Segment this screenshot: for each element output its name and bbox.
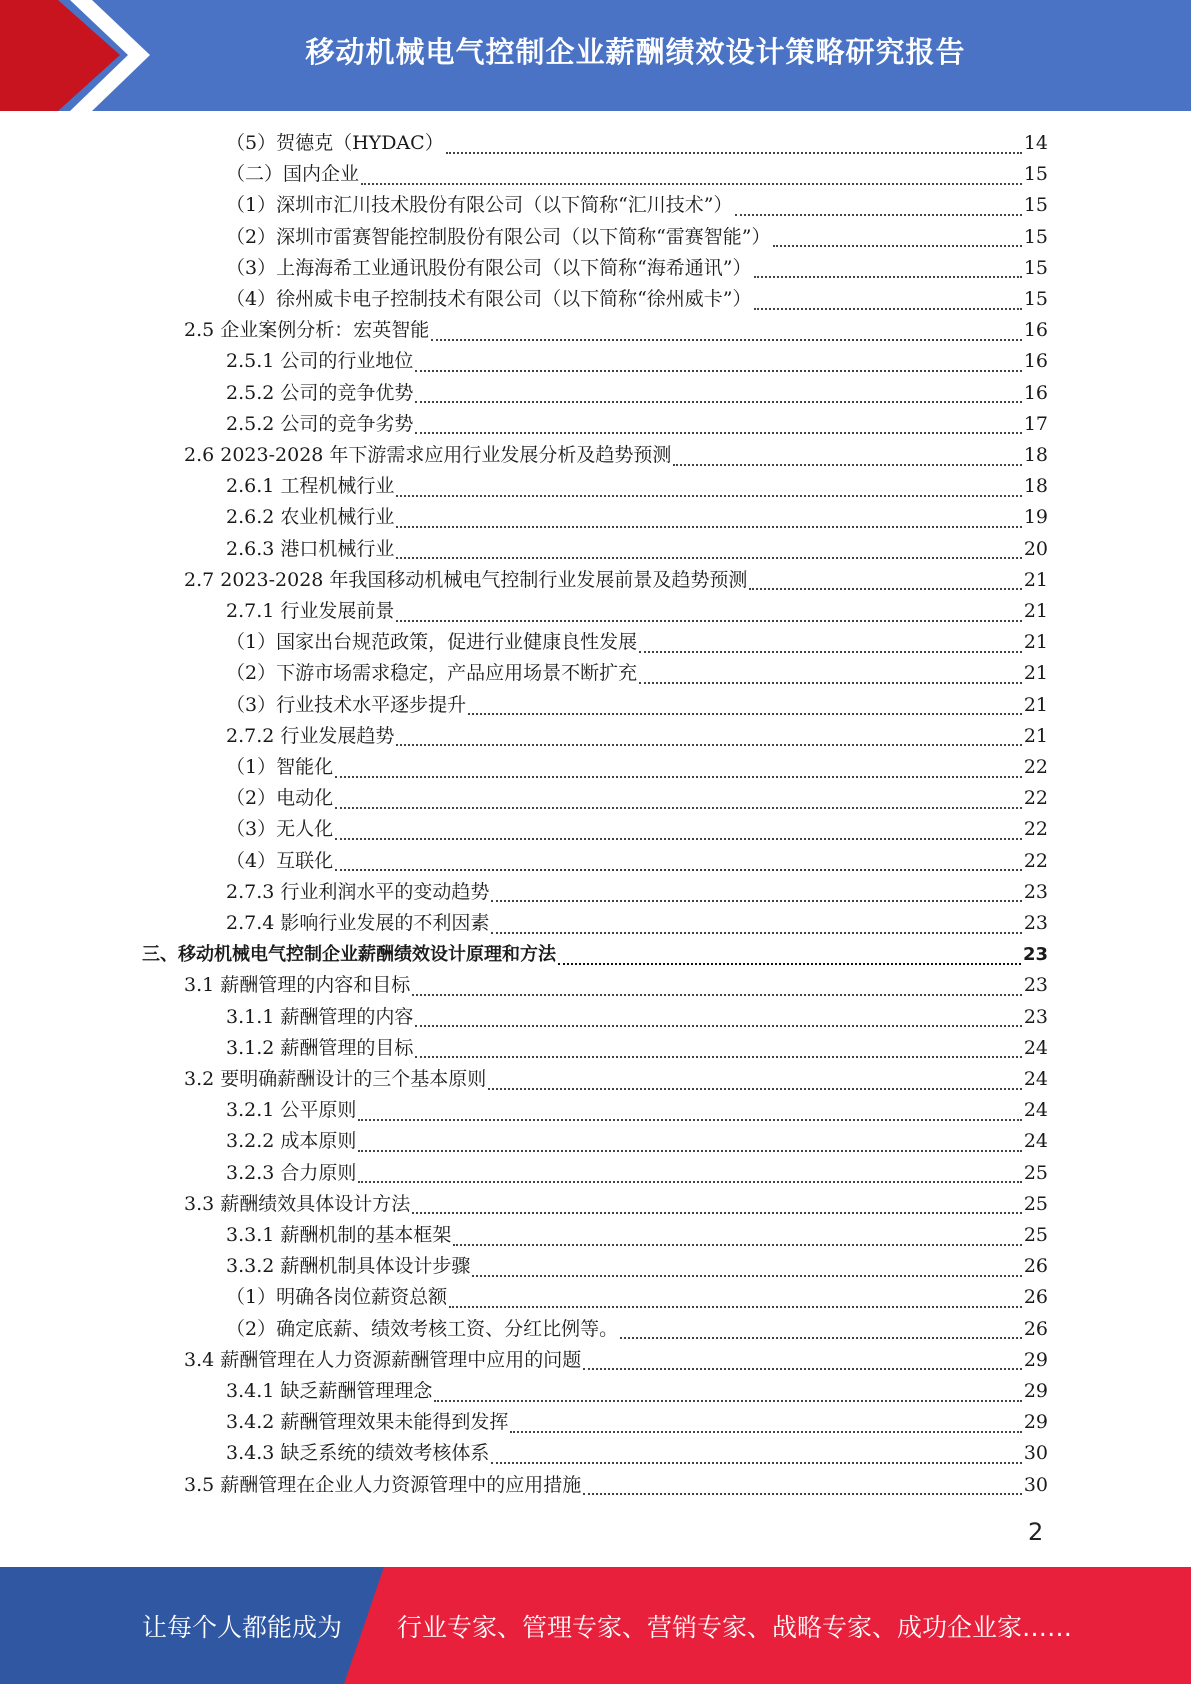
toc-leader-dots (620, 1337, 1022, 1339)
toc-entry[interactable] (226, 253, 1048, 284)
toc-entry[interactable] (226, 690, 1048, 721)
toc-entry-label: 3.4 薪酬管理在人力资源薪酬管理中应用的问题 (184, 1348, 582, 1371)
toc-leader-dots (396, 620, 1021, 622)
toc-entry-page: 24 (1023, 1099, 1048, 1122)
toc-entry-page: 15 (1023, 225, 1048, 248)
toc-entry-page: 17 (1023, 412, 1048, 435)
toc-leader-dots (468, 713, 1022, 715)
toc-entry-label: 3.4.1 缺乏薪酬管理理念 (226, 1380, 433, 1402)
toc-entry-label: （2）下游市场需求稳定，产品应用场景不断扩充 (226, 662, 638, 685)
toc-entry-page: 21 (1023, 600, 1048, 622)
toc-leader-dots (415, 1056, 1021, 1058)
toc-entry-page: 25 (1023, 1161, 1048, 1184)
toc-entry[interactable] (184, 970, 1048, 1001)
toc-entry-page: 15 (1023, 163, 1048, 186)
toc-leader-dots (431, 339, 1022, 341)
toc-leader-dots (749, 588, 1021, 590)
toc-entry-page: 16 (1023, 381, 1048, 404)
toc-entry[interactable] (226, 378, 1048, 409)
toc-leader-dots (446, 152, 1022, 154)
toc-entry[interactable] (184, 315, 1048, 346)
toc-entry[interactable] (226, 222, 1048, 253)
toc-entry-label: 3.1.1 薪酬管理的内容 (226, 1005, 414, 1028)
toc-entry[interactable] (226, 409, 1048, 440)
toc-entry[interactable] (226, 128, 1048, 159)
toc-entry[interactable] (184, 565, 1048, 596)
toc-entry[interactable] (226, 783, 1048, 814)
toc-leader-dots (754, 276, 1022, 278)
toc-entry-page: 23 (1023, 880, 1048, 903)
toc-entry[interactable] (184, 1064, 1048, 1095)
toc-entry-label: 3.3.1 薪酬机制的基本框架 (226, 1224, 452, 1246)
toc-entry-page: 29 (1023, 1348, 1048, 1371)
toc-entry-label: （1）智能化 (226, 756, 334, 778)
toc-entry-page: 29 (1023, 1380, 1048, 1402)
toc-entry-label: 3.4.3 缺乏系统的绩效考核体系 (226, 1442, 490, 1465)
toc-entry-label: 2.7 2023-2028 年我国移动机械电气控制行业发展前景及趋势预测 (184, 568, 748, 591)
toc-entry-label: 2.7.4 影响行业发展的不利因素 (226, 912, 490, 934)
toc-leader-dots (415, 432, 1021, 434)
toc-entry[interactable] (226, 1033, 1048, 1064)
toc-entry-label: （1）深圳市汇川技术股份有限公司（以下简称“汇川技术”） (226, 194, 733, 217)
toc-entry[interactable] (226, 284, 1048, 315)
toc-entry-label: （2）深圳市雷赛智能控制股份有限公司（以下简称“雷赛智能”） (226, 225, 771, 248)
toc-entry-label: 2.7.2 行业发展趋势 (226, 724, 395, 747)
toc-entry-page: 15 (1023, 194, 1048, 217)
toc-entry-page: 21 (1023, 568, 1048, 591)
toc-entry-label: 2.7.1 行业发展前景 (226, 600, 395, 622)
toc-entry-page: 18 (1023, 475, 1048, 498)
toc-entry-label: （3）行业技术水平逐步提升 (226, 693, 467, 716)
toc-leader-dots (335, 838, 1022, 840)
toc-entry[interactable] (226, 1376, 1048, 1407)
toc-entry-page: 18 (1023, 444, 1048, 466)
toc-entry[interactable] (226, 346, 1048, 377)
toc-leader-dots (335, 776, 1022, 778)
toc-entry[interactable] (226, 658, 1048, 689)
toc-leader-dots (396, 744, 1021, 746)
toc-entry[interactable] (226, 877, 1048, 908)
toc-entry-page: 22 (1023, 849, 1048, 872)
toc-entry-label: 3.1.2 薪酬管理的目标 (226, 1036, 414, 1059)
toc-entry-label: 3.2 要明确薪酬设计的三个基本原则 (184, 1068, 487, 1090)
toc-leader-dots (396, 495, 1021, 497)
toc-entry-page: 24 (1023, 1130, 1048, 1153)
toc-entry-label: 2.6.1 工程机械行业 (226, 475, 395, 498)
toc-leader-dots (358, 1150, 1021, 1152)
toc-leader-dots (415, 401, 1021, 403)
toc-leader-dots (639, 651, 1022, 653)
toc-leader-dots (412, 994, 1022, 996)
toc-entry[interactable] (226, 1407, 1048, 1438)
toc-entry-page: 21 (1023, 693, 1048, 716)
toc-entry-page: 26 (1023, 1255, 1048, 1278)
toc-entry-page: 25 (1023, 1192, 1048, 1215)
toc-entry[interactable] (142, 939, 1048, 970)
toc-leader-dots (396, 557, 1021, 559)
toc-entry-label: 3.3 薪酬绩效具体设计方法 (184, 1192, 411, 1215)
toc-leader-dots (449, 1306, 1022, 1308)
toc-entry-page: 23 (1023, 974, 1048, 997)
toc-entry-label: （2）电动化 (226, 787, 334, 810)
toc-entry-label: 2.5.2 公司的竞争劣势 (226, 412, 414, 435)
toc-leader-dots (510, 1431, 1021, 1433)
toc-leader-dots (453, 1244, 1021, 1246)
toc-entry-label: 3.4.2 薪酬管理效果未能得到发挥 (226, 1411, 509, 1434)
page-header (0, 0, 1191, 111)
toc-entry-label: （二）国内企业 (226, 163, 360, 186)
toc-leader-dots (434, 1400, 1021, 1402)
toc-entry-label: 2.7.3 行业利润水平的变动趋势 (226, 880, 490, 903)
toc-entry[interactable] (226, 908, 1048, 939)
toc-entry[interactable] (226, 1438, 1048, 1469)
toc-leader-dots (396, 526, 1021, 528)
toc-entry-label: （2）确定底薪、绩效考核工资、分红比例等。 (226, 1317, 619, 1340)
toc-entry-page: 24 (1023, 1068, 1048, 1090)
toc-entry[interactable] (226, 1002, 1048, 1033)
toc-entry-page: 14 (1023, 132, 1048, 154)
toc-entry-page: 26 (1023, 1286, 1048, 1309)
toc-leader-dots (412, 1212, 1022, 1214)
toc-entry-page: 29 (1023, 1411, 1048, 1434)
toc-entry[interactable] (226, 159, 1048, 190)
toc-entry-label: 2.6.2 农业机械行业 (226, 506, 395, 529)
toc-leader-dots (361, 183, 1022, 185)
page-footer (0, 1567, 1191, 1684)
toc-entry-label: 3.2.2 成本原则 (226, 1130, 357, 1153)
toc-entry-label: 2.6.3 港口机械行业 (226, 537, 395, 560)
toc-entry-label: 2.5.1 公司的行业地位 (226, 350, 414, 373)
toc-leader-dots (358, 1181, 1021, 1183)
toc-entry[interactable] (226, 1220, 1048, 1251)
toc-leader-dots (583, 1368, 1022, 1370)
footer-slogan-left: 让每个人都能成为 (142, 1612, 343, 1642)
toc-entry-label: （1）国家出台规范政策，促进行业健康良性发展 (226, 631, 638, 654)
toc-entry-label: 2.6 2023-2028 年下游需求应用行业发展分析及趋势预测 (184, 444, 672, 466)
toc-leader-dots (773, 245, 1022, 247)
toc-entry-page: 16 (1023, 319, 1048, 342)
toc-entry[interactable] (226, 846, 1048, 877)
toc-leader-dots (415, 1025, 1021, 1027)
toc-leader-dots (754, 308, 1022, 310)
toc-entry-page: 23 (1023, 912, 1048, 934)
toc-entry-label: （1）明确各岗位薪资总额 (226, 1286, 448, 1309)
toc-leader-dots (491, 1462, 1021, 1464)
toc-entry-page: 20 (1023, 537, 1048, 560)
toc-entry-label: 三、移动机械电气控制企业薪酬绩效设计原理和方法 (142, 944, 556, 966)
toc-entry-label: 2.5.2 公司的竞争优势 (226, 381, 414, 404)
toc-leader-dots (673, 464, 1021, 466)
toc-leader-dots (491, 932, 1021, 934)
toc-entry-label: （4）徐州威卡电子控制技术有限公司（以下简称“徐州威卡”） (226, 288, 752, 310)
toc-leader-dots (558, 963, 1021, 965)
toc-leader-dots (335, 869, 1022, 871)
toc-entry-label: （3）上海海希工业通讯股份有限公司（以下简称“海希通讯”） (226, 256, 752, 279)
toc-entry[interactable] (226, 627, 1048, 658)
footer-slogan-right: 行业专家、管理专家、营销专家、战略专家、成功企业家…… (397, 1612, 1073, 1642)
toc-entry-label: 2.5 企业案例分析：宏英智能 (184, 319, 430, 342)
toc-entry[interactable] (184, 1345, 1048, 1376)
toc-entry-page: 21 (1023, 662, 1048, 685)
toc-entry-page: 22 (1023, 787, 1048, 810)
header-title: 移动机械电气控制企业薪酬绩效设计策略研究报告 (305, 34, 966, 69)
toc-entry-page: 23 (1022, 944, 1048, 966)
toc-entry-label: 3.2.1 公平原则 (226, 1099, 357, 1122)
toc-entry-page: 21 (1023, 724, 1048, 747)
toc-entry-page: 22 (1023, 818, 1048, 841)
toc-entry[interactable] (226, 814, 1048, 845)
toc-entry[interactable] (226, 1251, 1048, 1282)
toc-entry[interactable] (226, 502, 1048, 533)
toc-entry[interactable] (226, 471, 1048, 502)
toc-entry[interactable] (226, 1095, 1048, 1126)
toc-entry-page: 15 (1023, 288, 1048, 310)
toc-entry[interactable] (226, 1126, 1048, 1157)
toc-entry-page: 16 (1023, 350, 1048, 373)
toc-entry-page: 15 (1023, 256, 1048, 279)
toc-leader-dots (735, 214, 1022, 216)
toc-entry-label: 3.3.2 薪酬机制具体设计步骤 (226, 1255, 471, 1278)
toc-entry-page: 30 (1023, 1442, 1048, 1465)
toc-entry[interactable] (226, 534, 1048, 565)
toc-entry-page: 21 (1023, 631, 1048, 654)
toc-entry-label: （4）互联化 (226, 849, 334, 872)
toc-entry[interactable] (226, 596, 1048, 627)
toc-entry-label: 3.5 薪酬管理在企业人力资源管理中的应用措施 (184, 1473, 582, 1496)
toc-entry[interactable] (226, 1158, 1048, 1189)
toc-entry-page: 30 (1023, 1473, 1048, 1496)
toc-leader-dots (472, 1275, 1021, 1277)
toc-leader-dots (491, 900, 1021, 902)
toc-leader-dots (335, 807, 1022, 809)
toc-entry-page: 22 (1023, 756, 1048, 778)
page-number: 2 (1028, 1518, 1044, 1546)
toc-leader-dots (583, 1493, 1022, 1495)
toc-entry-label: 3.2.3 合力原则 (226, 1161, 357, 1184)
toc-leader-dots (358, 1119, 1021, 1121)
toc-entry-label: （3）无人化 (226, 818, 334, 841)
toc-leader-dots (415, 370, 1021, 372)
toc-entry-page: 24 (1023, 1036, 1048, 1059)
toc-entry[interactable] (226, 752, 1048, 783)
toc-entry-page: 23 (1023, 1005, 1048, 1028)
toc-entry-label: （5）贺德克（HYDAC） (226, 132, 444, 154)
toc-entry[interactable] (226, 1314, 1048, 1345)
toc-entry-page: 19 (1023, 506, 1048, 529)
toc-entry[interactable] (226, 721, 1048, 752)
toc-leader-dots (488, 1088, 1022, 1090)
toc-entry[interactable] (226, 1282, 1048, 1313)
toc-entry-page: 25 (1023, 1224, 1048, 1246)
toc-leader-dots (639, 682, 1022, 684)
toc-entry[interactable] (226, 190, 1048, 221)
toc-entry[interactable] (184, 1189, 1048, 1220)
toc-entry-label: 3.1 薪酬管理的内容和目标 (184, 974, 411, 997)
toc-entry-page: 26 (1023, 1317, 1048, 1340)
toc-entry[interactable] (184, 1470, 1048, 1501)
toc-entry[interactable] (184, 440, 1048, 471)
